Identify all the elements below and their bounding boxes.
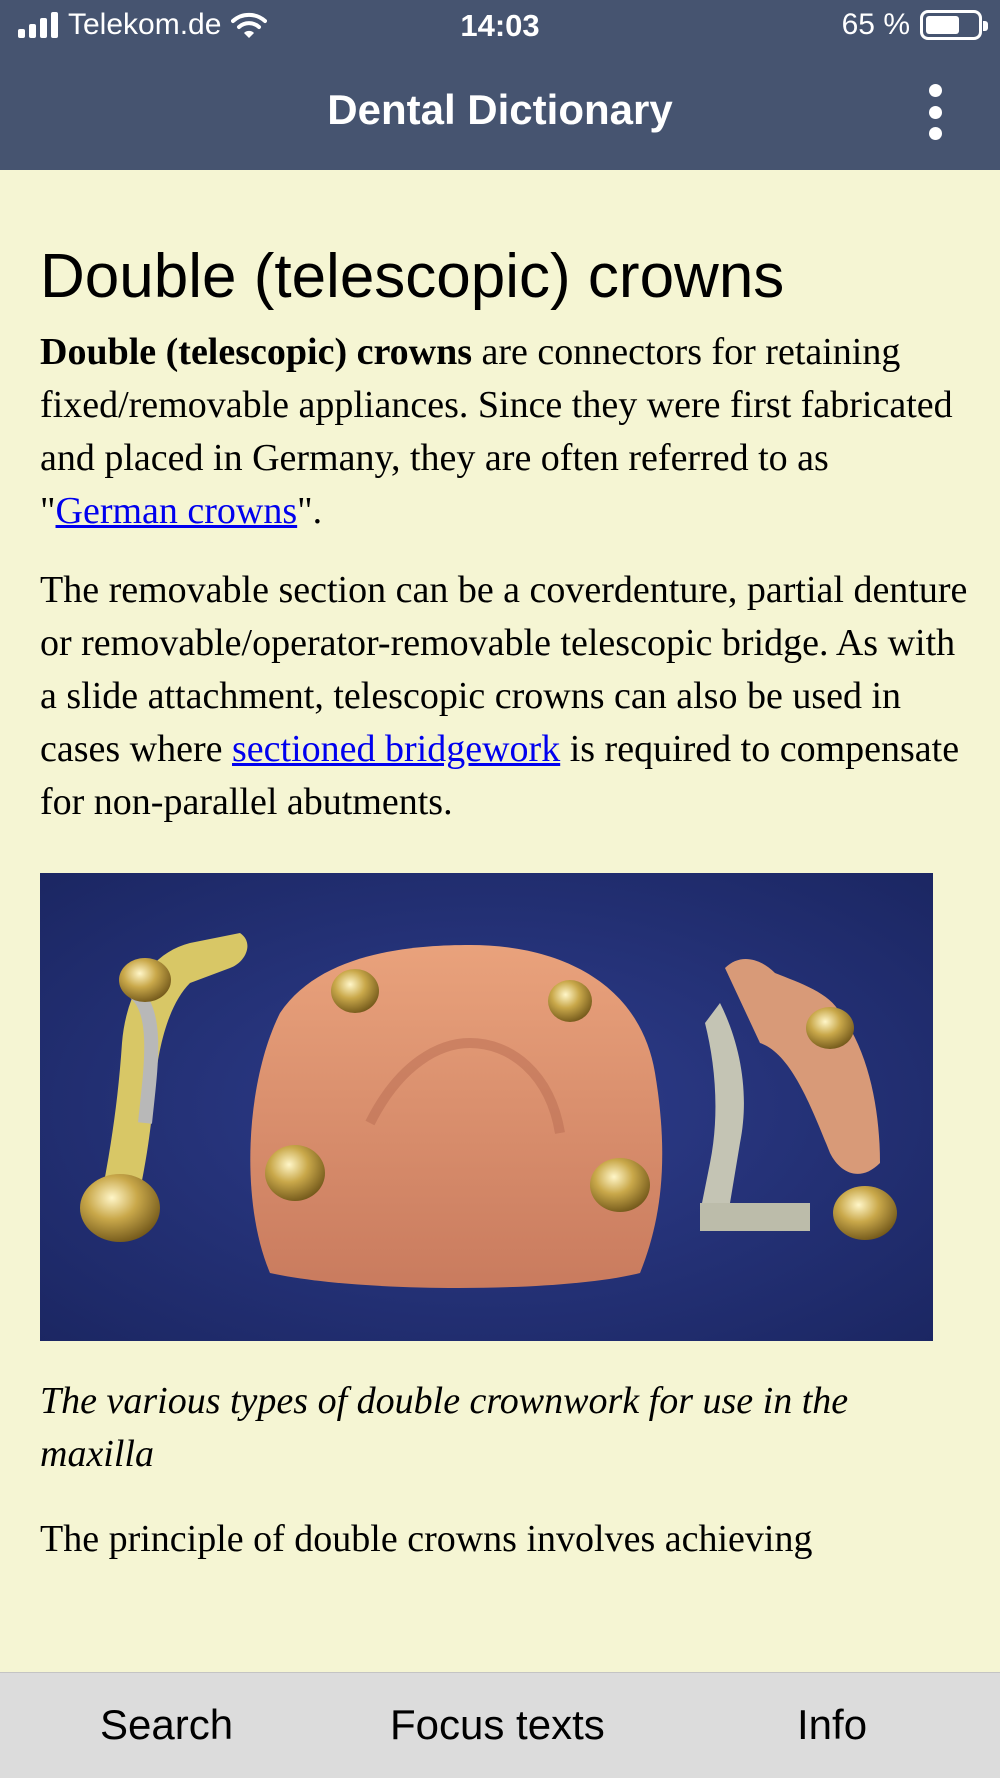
top-bar bbox=[0, 0, 1000, 170]
second-paragraph: The removable section can be a coverdenture, partial denture or removable/operator-removable telescopic bridge. As with a slide attachment, telescopic crowns can also be used in cases where sectioned bridgework is required to compensate for non-parallel abutments. bbox=[40, 569, 968, 824]
more-options-icon[interactable] bbox=[920, 84, 950, 140]
status-bar bbox=[0, 0, 1000, 55]
bottom-tab-bar bbox=[0, 1672, 1000, 1778]
app-title: Dental Dictionary bbox=[327, 86, 673, 133]
crownwork-photo bbox=[40, 873, 933, 1341]
third-paragraph: The principle of double crowns involves achieving bbox=[40, 1518, 813, 1561]
clock: 14:03 bbox=[460, 8, 540, 43]
article-content[interactable] bbox=[40, 170, 970, 1672]
intro-term: Double (telescopic) crowns bbox=[40, 331, 473, 374]
battery-icon bbox=[920, 10, 982, 40]
german-crowns-link[interactable]: German crowns bbox=[55, 490, 298, 533]
carrier-label: Telekom.de bbox=[68, 8, 222, 41]
tab-search[interactable]: Search bbox=[100, 1701, 234, 1748]
battery-percent: 65 % bbox=[841, 8, 910, 41]
tab-info[interactable]: Info bbox=[797, 1701, 868, 1748]
sectioned-bridgework-link[interactable]: sectioned bridgework bbox=[232, 728, 561, 771]
intro-paragraph: Double (telescopic) crowns are connectors for retaining fixed/removable appliances. Since they were first fabricated and placed in Germany, they are often referred to as "German crowns". bbox=[40, 331, 953, 533]
photo-caption: The various types of double crownwork for use in the maxilla bbox=[40, 1380, 849, 1476]
article-title: Double (telescopic) crowns bbox=[40, 242, 785, 311]
tab-focus-texts[interactable]: Focus texts bbox=[390, 1701, 605, 1748]
